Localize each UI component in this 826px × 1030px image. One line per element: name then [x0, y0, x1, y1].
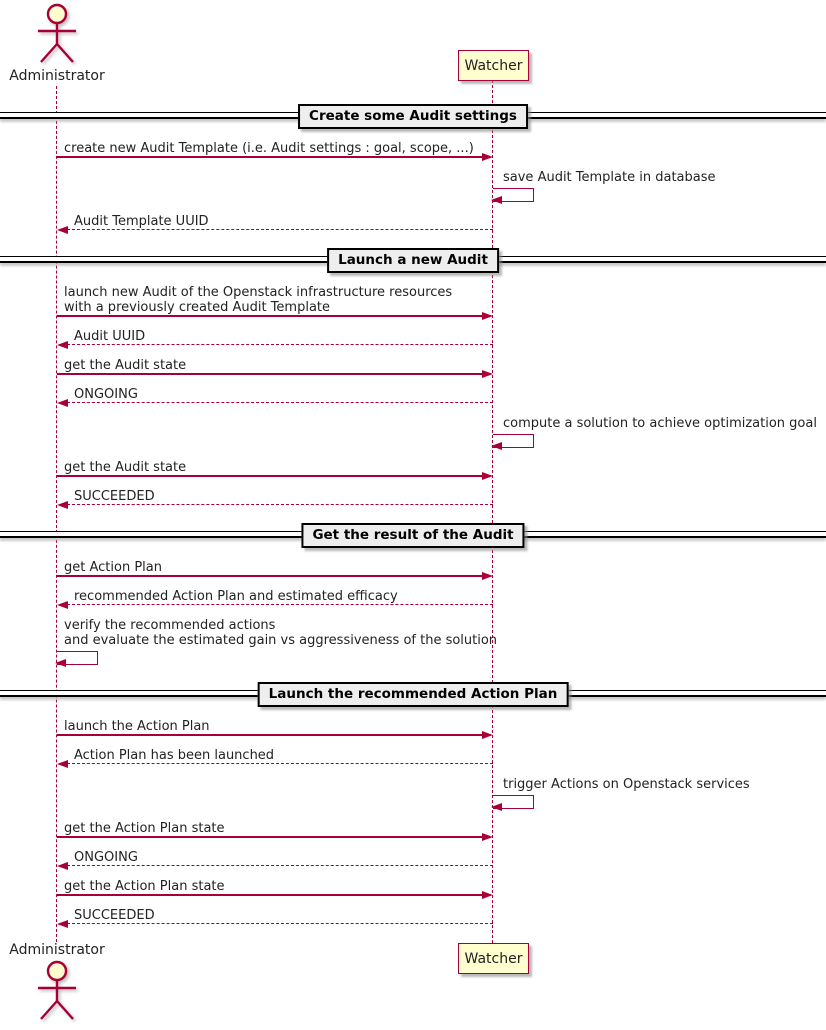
message-arrow-line	[57, 156, 483, 158]
message-arrow-line	[67, 923, 493, 924]
arrowhead-right-icon	[482, 370, 493, 378]
message-arrow-line	[57, 475, 483, 477]
message-label: recommended Action Plan and estimated efficacy	[74, 589, 398, 604]
actor-icon	[33, 3, 81, 65]
arrowhead-left-icon	[57, 601, 68, 609]
arrowhead-left-icon	[57, 920, 68, 928]
message-arrow-line	[67, 229, 493, 230]
message-arrow-line	[67, 504, 493, 505]
section-divider-label: Create some Audit settings	[298, 104, 528, 129]
message-arrow-line	[57, 894, 483, 896]
message-label: get the Audit state	[64, 460, 187, 475]
message-arrow-line	[67, 865, 493, 866]
actor-icon	[33, 960, 81, 1022]
message-arrow-line	[57, 315, 483, 317]
message-arrow-line	[57, 373, 483, 375]
section-divider-label: Get the result of the Audit	[301, 523, 524, 548]
actor-label-administrator-bottom: Administrator	[9, 942, 105, 958]
arrowhead-right-icon	[482, 472, 493, 480]
message-label: ONGOING	[74, 850, 138, 865]
message-label: SUCCEEDED	[74, 908, 155, 923]
message-label: with a previously created Audit Template	[64, 300, 331, 315]
arrowhead-left-icon	[491, 442, 502, 450]
arrowhead-right-icon	[482, 572, 493, 580]
message-arrow-line	[57, 734, 483, 736]
message-label: get the Action Plan state	[64, 821, 225, 836]
arrowhead-left-icon	[57, 341, 68, 349]
message-label: launch the Action Plan	[64, 719, 210, 734]
arrowhead-left-icon	[491, 803, 502, 811]
message-label: get Action Plan	[64, 560, 162, 575]
message-arrow-line	[67, 763, 493, 764]
arrowhead-left-icon	[57, 760, 68, 768]
participant-label: Watcher	[464, 950, 523, 967]
message-label: create new Audit Template (i.e. Audit settings : goal, scope, ...)	[64, 141, 474, 156]
message-arrow-line	[67, 344, 493, 345]
arrowhead-right-icon	[482, 833, 493, 841]
message-label: Action Plan has been launched	[74, 748, 275, 763]
message-label: SUCCEEDED	[74, 489, 155, 504]
arrowhead-left-icon	[55, 659, 66, 667]
arrowhead-left-icon	[57, 399, 68, 407]
arrowhead-left-icon	[491, 196, 502, 204]
message-label: launch new Audit of the Openstack infrastructure resources	[64, 285, 453, 300]
self-message-label: save Audit Template in database	[503, 170, 716, 185]
arrowhead-right-icon	[482, 891, 493, 899]
lifeline-watcher	[492, 80, 493, 943]
message-label: get the Audit state	[64, 358, 187, 373]
self-message-label: and evaluate the estimated gain vs aggressiveness of the solution	[64, 633, 498, 648]
actor-label-administrator-top: Administrator	[9, 68, 105, 84]
self-message-label: trigger Actions on Openstack services	[503, 777, 750, 792]
arrowhead-left-icon	[57, 226, 68, 234]
arrowhead-right-icon	[482, 312, 493, 320]
section-divider-label: Launch a new Audit	[327, 248, 499, 273]
participant-watcher-top	[458, 50, 529, 81]
self-message-label: compute a solution to achieve optimization goal	[503, 416, 817, 431]
lifeline-administrator	[56, 86, 57, 942]
participant-watcher-bottom	[458, 943, 529, 974]
participant-label: Watcher	[464, 57, 523, 74]
section-divider-label: Launch the recommended Action Plan	[258, 682, 569, 707]
message-arrow-line	[57, 575, 483, 577]
message-arrow-line	[67, 402, 493, 403]
arrowhead-left-icon	[57, 501, 68, 509]
message-label: ONGOING	[74, 387, 138, 402]
message-arrow-line	[57, 836, 483, 838]
message-label: Audit Template UUID	[74, 214, 209, 229]
arrowhead-left-icon	[57, 862, 68, 870]
message-label: Audit UUID	[74, 329, 146, 344]
self-message-label: verify the recommended actions	[64, 618, 276, 633]
message-arrow-line	[67, 604, 493, 605]
arrowhead-right-icon	[482, 731, 493, 739]
arrowhead-right-icon	[482, 153, 493, 161]
message-label: get the Action Plan state	[64, 879, 225, 894]
